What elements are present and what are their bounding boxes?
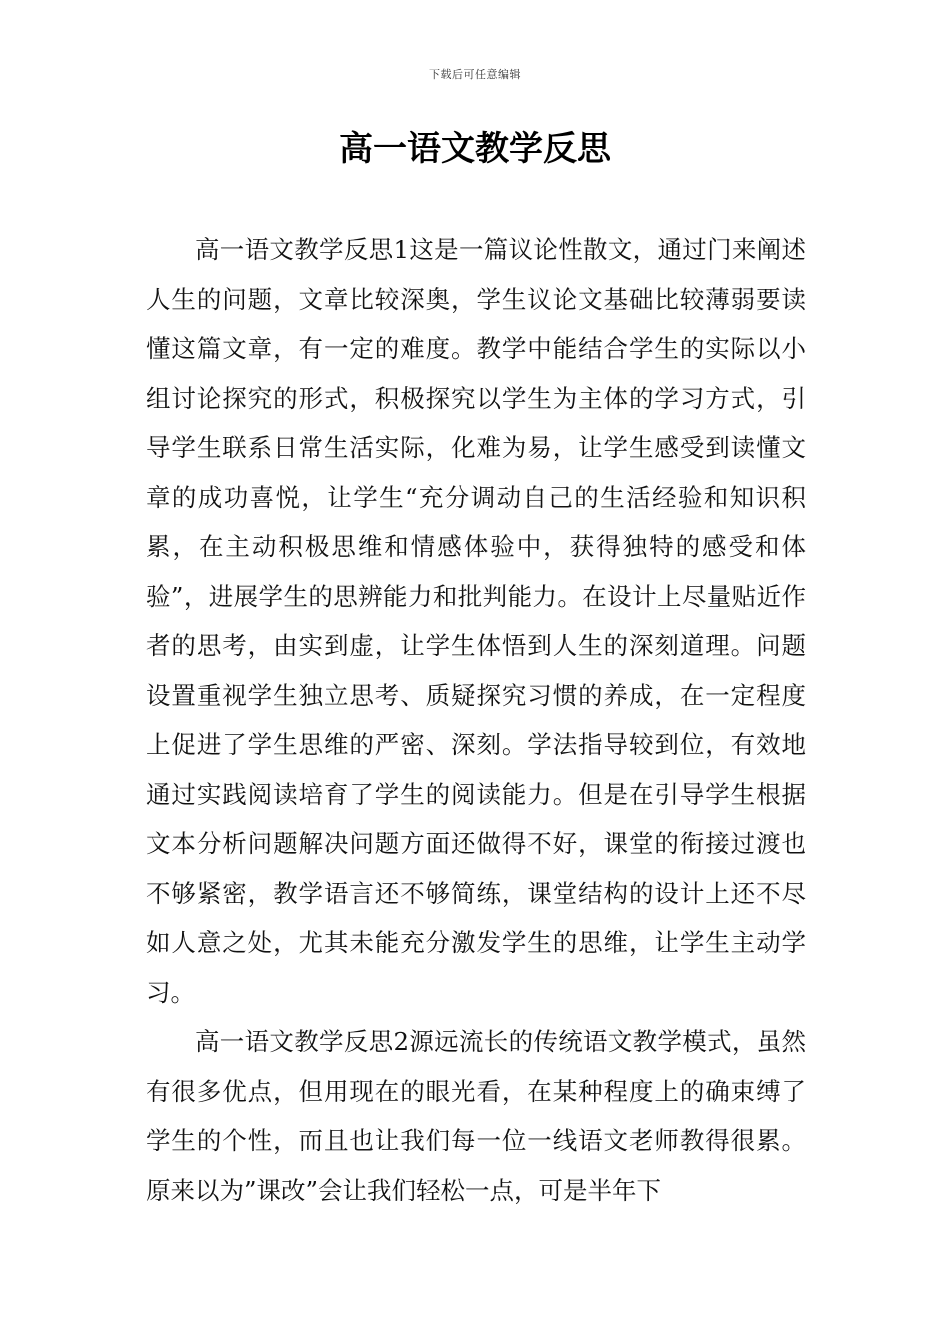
header-note: 下载后可任意编辑 <box>429 68 521 81</box>
paragraph-1: 高一语文教学反思1这是一篇议论性散文，通过门来阐述人生的问题，文章比较深奥，学生议论文基础比较薄弱要读懂这篇文章，有一定的难度。教学中能结合学生的实际以小组讨论探究的形式，积极探究以学生为主体的学习方式，引导学生联系日常生活实际，化难为易，让学生感受到读懂文章的成功喜悦，让学生“充分调动自己的生活经验和知识积累，在主动积极思维和情感体验中，获得独特的感受和体验”，进展学生的思辨能力和批判能力。在设计上尽量贴近作者的思考，由实到虚，让学生体悟到人生的深刻道理。问题设置重视学生独立思考、质疑探究习惯的养成，在一定程度上促进了学生思维的严密、深刻。学法指导较到位，有效地通过实践阅读培育了学生的阅读能力。但是在引导学生根据文本分析问题解决问题方面还做得不好，课堂的衔接过渡也不够紧密，教学语言还不够简练，课堂结构的设计上还不尽如人意之处，尤其未能充分激发学生的思维，让学生主动学习。 <box>146 235 806 1007</box>
paragraph-2: 高一语文教学反思2源远流长的传统语文教学模式，虽然有很多优点，但用现在的眼光看，在某种程度上的确束缚了学生的个性，而且也让我们每一位一线语文老师教得很累。原来以为”课改”会让我们轻松一点，可是半年下 <box>146 1027 806 1205</box>
document-title: 高一语文教学反思 <box>339 129 611 169</box>
document-body <box>146 225 806 1215</box>
